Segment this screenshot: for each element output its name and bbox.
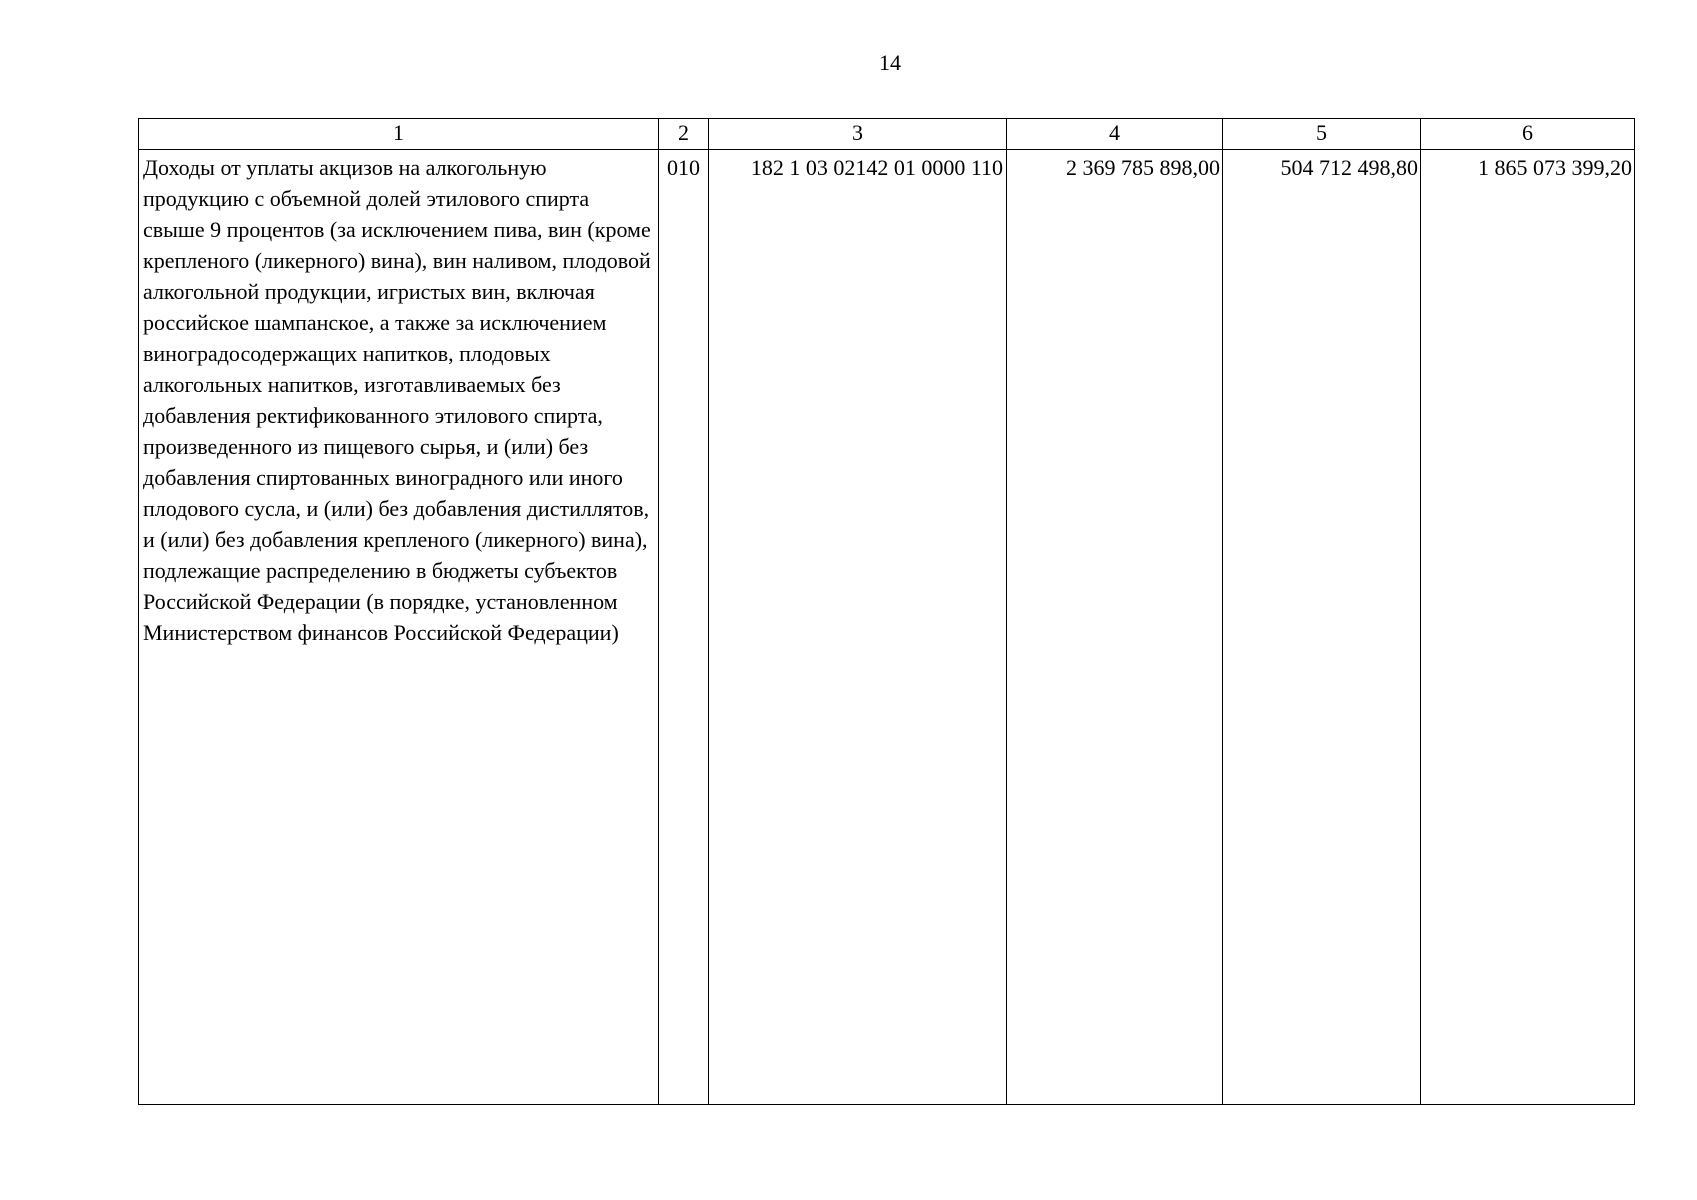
revenue-table bbox=[138, 118, 1635, 1105]
header-col-4: 4 bbox=[1007, 119, 1223, 150]
row-line-code-cell: 010 bbox=[659, 150, 709, 1105]
table-header bbox=[139, 119, 1635, 150]
table-row bbox=[139, 150, 1635, 1105]
row-col6-cell: 1 865 073 399,20 bbox=[1421, 150, 1635, 1105]
page-number: 14 bbox=[879, 50, 901, 75]
header-col-2: 2 bbox=[659, 119, 709, 150]
header-row bbox=[139, 119, 1635, 150]
header-col-1: 1 bbox=[139, 119, 659, 150]
row-col5-cell: 504 712 498,80 bbox=[1223, 150, 1421, 1105]
header-col-6: 6 bbox=[1421, 119, 1635, 150]
table-body bbox=[139, 150, 1635, 1105]
row-name-cell: Доходы от уплаты акцизов на алкогольную продукцию с объемной долей этилового спирта свыше 9 процентов (за исключением пива, вин (кроме крепленого (ликерного) вина), вин наливом, плодовой алкогольной продукции, игристых вин, включая российское шампанское, а также за исключением виноградосодержащих напитков, плодовых алкогольных напитков, изготавливаемых без добавления ректификованного этилового спирта, произведенного из пищевого сырья, и (или) без добавления спиртованных виноградного или иного плодового сусла, и (или) без добавления дистиллятов, и (или) без добавления крепленого (ликерного) вина), подлежащие распределению в бюджеты субъектов Российской Федерации (в порядке, установленном Министерством финансов Российской Федерации) bbox=[139, 150, 659, 1105]
header-col-5: 5 bbox=[1223, 119, 1421, 150]
row-kbk-cell: 182 1 03 02142 01 0000 110 bbox=[709, 150, 1007, 1105]
row-col4-cell: 2 369 785 898,00 bbox=[1007, 150, 1223, 1105]
header-col-3: 3 bbox=[709, 119, 1007, 150]
